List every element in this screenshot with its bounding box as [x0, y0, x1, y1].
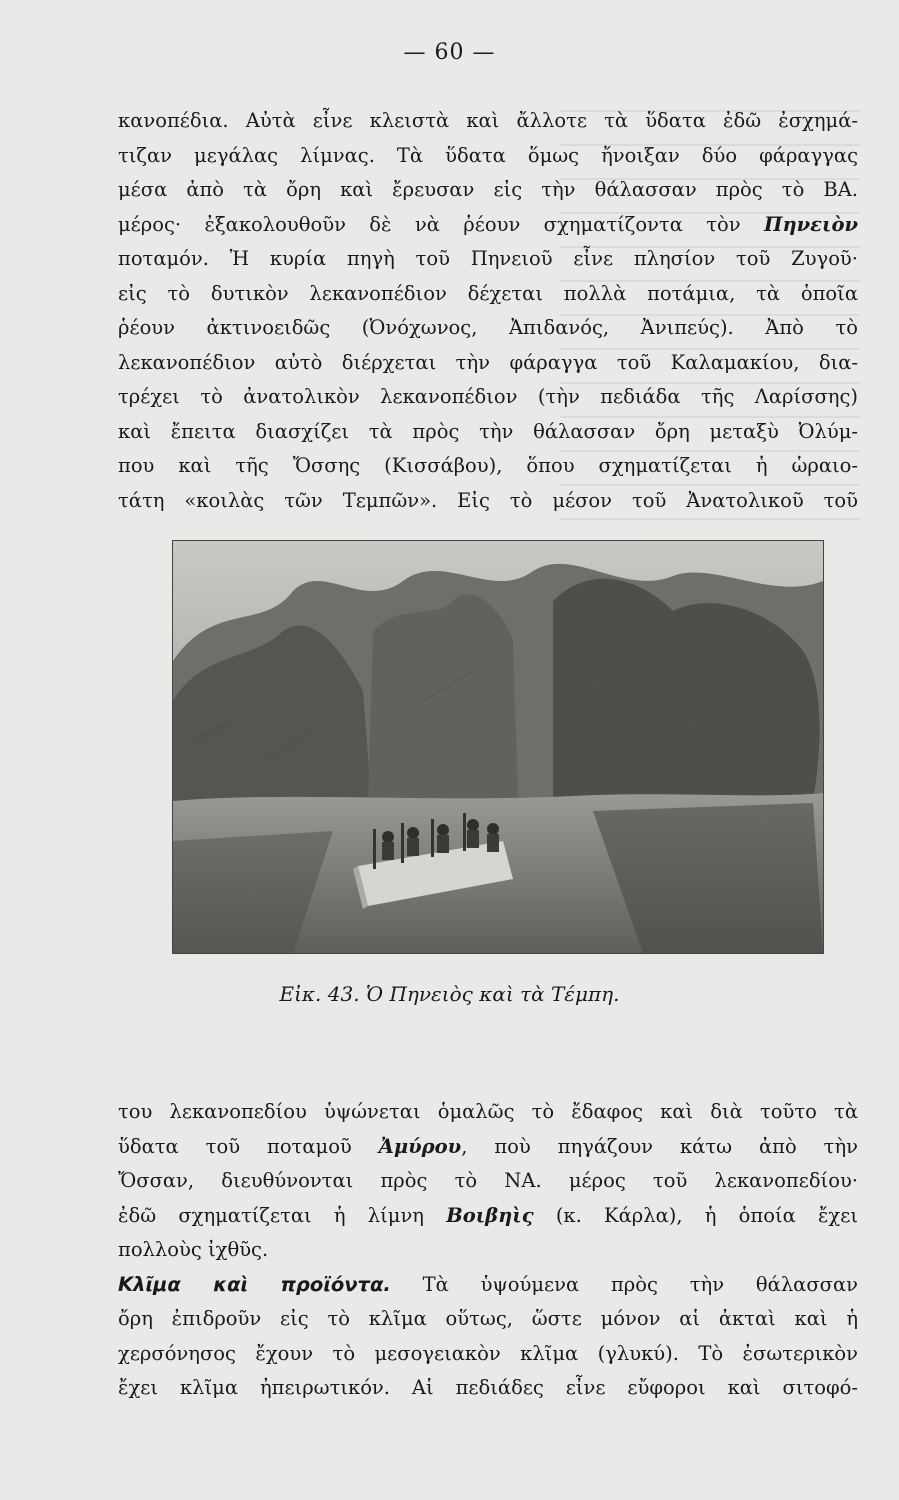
text-fragment: ὕδατα τοῦ ποταμοῦ — [118, 1134, 352, 1158]
emphasis-voivis: Βοιβηὶς — [446, 1203, 534, 1227]
text-line: ἔχει κλῖμα ἠπειρωτικόν. Αἱ πεδιάδες εἶνε εὔφοροι καὶ σιτοφό- — [118, 1376, 858, 1399]
text-fragment: , ποὺ πηγάζουν κάτω ἀπὸ τὴν — [461, 1134, 858, 1158]
paragraph-rivers — [118, 104, 858, 518]
text-line-with-emphasis — [118, 1199, 858, 1234]
text-line: τρέχει τὸ ἀνατολικὸν λεκανοπέδιον (τὴν πεδιάδα τῆς Λαρίσσης) — [118, 385, 858, 408]
figure-caption — [0, 982, 899, 1006]
text-line: ὄρη ἐπιδροῦν εἰς τὸ κλῖμα οὕτως, ὥστε μόνον αἱ ἀκταὶ καὶ ἡ — [118, 1307, 858, 1330]
text-line: χερσόνησος ἔχουν τὸ μεσογειακὸν κλῖμα (γλυκύ). Τὸ ἐσωτερικὸν — [118, 1341, 858, 1365]
text-line: εἰς τὸ δυτικὸν λεκανοπέδιον δέχεται πολλὰ ποτάμια, τὰ ὁποῖα — [118, 281, 858, 305]
text-line: καὶ ἔπειτα διασχίζει τὰ πρὸς τὴν θάλασσαν ὄρη μεταξὺ Ὀλύμ- — [118, 419, 858, 443]
caption-text: Ὁ Πηνειὸς καὶ τὰ Τέμπη. — [365, 982, 620, 1006]
text-fragment: ἐδῶ σχηματίζεται ἡ λίμνη — [118, 1203, 424, 1227]
paragraph-amyros-climate — [118, 1095, 858, 1406]
text-fragment: Τὰ ὑψούμενα πρὸς τὴν θάλασσαν — [422, 1272, 858, 1296]
text-line-with-emphasis — [118, 1130, 858, 1165]
text-line: μέσα ἀπὸ τὰ ὄρη καὶ ἔρευσαν εἰς τὴν θάλασσαν πρὸς τὸ ΒΑ. — [118, 178, 858, 201]
text-line-with-emphasis — [118, 208, 858, 243]
photo-river-raft — [173, 541, 823, 953]
text-line: Ὄσσαν, διευθύνονται πρὸς τὸ ΝΑ. μέρος τοῦ λεκανοπεδίου· — [118, 1169, 858, 1192]
text-line: ποταμόν. Ἡ κυρία πηγὴ τοῦ Πηνειοῦ εἶνε πλησίον τοῦ Ζυγοῦ· — [118, 247, 858, 270]
emphasis-amyros: Ἀμύρου — [378, 1134, 462, 1158]
text-line: πολλοὺς ἰχθῦς. — [118, 1238, 269, 1261]
text-fragment: (κ. Κάρλα), ἡ ὁποία ἔχει — [555, 1203, 858, 1227]
text-line: λεκανοπέδιον αὐτὸ διέρχεται τὴν φάραγγα τοῦ Καλαμακίου, δια- — [118, 350, 858, 374]
text-line: κανοπέδια. Αὐτὰ εἶνε κλειστὰ καὶ ἄλλοτε τὰ ὕδατα ἐδῶ ἐσχημά- — [118, 109, 858, 132]
text-line: ῥέουν ἀκτινοειδῶς (Ὀνόχωνος, Ἀπιδανός, Ἀνιπεύς). Ἀπὸ τὸ — [118, 316, 858, 339]
text-line: τιζαν μεγάλας λίμνας. Τὰ ὕδατα ὅμως ἤνοιξαν δύο φάραγγας — [118, 143, 858, 167]
figure-photo-tempe — [172, 540, 824, 954]
page-number: — 60 — — [403, 40, 496, 65]
section-heading-climate: Κλῖμα καὶ προϊόντα. — [118, 1272, 391, 1296]
emphasis-peneios: Πηνειὸν — [764, 212, 859, 236]
caption-number: Εἰκ. 43. — [279, 982, 360, 1006]
text-line-with-heading — [118, 1268, 858, 1303]
text-fragment: μέρος· ἐξακολουθοῦν δὲ νὰ ῥέουν σχηματίζοντα τὸν — [118, 212, 741, 236]
text-line: τάτη «κοιλὰς τῶν Τεμπῶν». Εἰς τὸ μέσον τοῦ Ἀνατολικοῦ τοῦ — [118, 488, 858, 512]
text-line: του λεκανοπεδίου ὑψώνεται ὁμαλῶς τὸ ἔδαφος καὶ διὰ τοῦτο τὰ — [118, 1100, 858, 1123]
text-line: που καὶ τῆς Ὄσσης (Κισσάβου), ὅπου σχηματίζεται ἡ ὡραιο- — [118, 454, 858, 477]
